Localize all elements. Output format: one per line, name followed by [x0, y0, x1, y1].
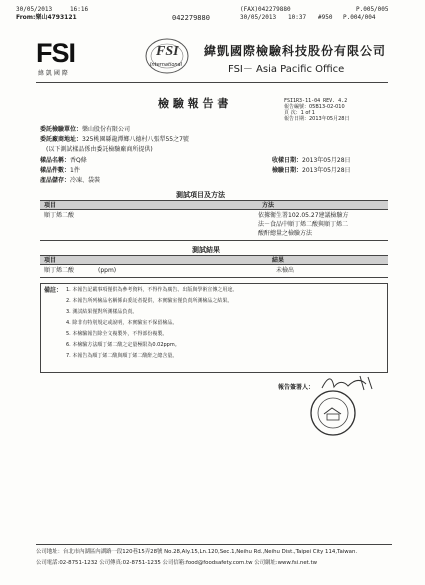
seal-subtitle: International [150, 62, 182, 68]
fax-left-date: 30/05/2013 [16, 6, 53, 13]
methods-col-item: 項目 [44, 202, 57, 209]
results-header-rule [40, 264, 388, 265]
fax-job-number: #950 [318, 14, 333, 21]
fax-page-of: P.004/004 [343, 14, 376, 21]
methods-row-method-1: 依據衛生署102.05.27建議檢驗方 [258, 212, 349, 219]
results-header-band [40, 256, 388, 264]
sample-note: (以下測試樣品係由委託檢驗廠商所提供) [46, 146, 153, 153]
received-date-label: 收樣日期： [272, 157, 303, 164]
methods-bottom-rule [40, 240, 388, 241]
notes-list [66, 287, 237, 364]
sample-qty-value: 1件 [70, 167, 80, 174]
client-value: 樂山股份有限公司 [82, 126, 131, 133]
letterhead-divider [36, 82, 388, 83]
client-label: 委託檢驗單位： [40, 126, 83, 133]
address-label: 委託廠商地址： [40, 136, 83, 143]
note-item: 1. 本報告記載事項僅供為參考資料，不得作為廣告、出版與學術宣傳之用途。 [66, 287, 238, 293]
stamp-graphic [308, 388, 358, 438]
sample-name-row [40, 157, 87, 164]
fax-right-time: 10:37 [288, 14, 307, 21]
methods-row-item: 順丁烯二酸 [44, 212, 75, 219]
results-section-title: 測試結果 [192, 246, 220, 254]
fax-center-code: 042279880 [172, 14, 210, 22]
storage-label: 產品儲存： [40, 177, 71, 184]
footer-rule [36, 544, 392, 545]
methods-header-rule [40, 209, 388, 210]
fsi-logo [36, 38, 78, 78]
methods-row-method-3: 酸酐總量之檢驗方法 [258, 230, 313, 237]
results-row-item: 順丁烯二酸 [44, 267, 75, 274]
seal-text: FSI [156, 44, 179, 59]
footer-address: 公司地址：台北市內湖區內湖路一段120巷15弄28號 No.28,Aly.15,Ln.120,Sec.1,Neihu Rd.,Neihu Dist.,Taipei City 114,Taiwan. [36, 549, 358, 555]
storage-row [40, 177, 100, 184]
received-date-value: 2013年05月28日 [302, 157, 351, 164]
test-date-row [272, 167, 351, 174]
report-number: 報告編號：05B13-02-010 [284, 104, 345, 110]
address-row [40, 136, 189, 143]
client-row [40, 126, 130, 133]
signature-label: 報告簽署人： [278, 384, 315, 391]
results-row-result: 未檢出 [276, 267, 295, 274]
sample-name-label: 樣品名稱： [40, 157, 71, 164]
results-col-result: 結果 [272, 257, 285, 264]
fax-from-line: From:樂山4793121 [16, 14, 77, 21]
results-row-unit: (ppm) [98, 267, 117, 274]
fax-number: (FAX)042279880 [240, 6, 291, 13]
sample-name-value: 香Q條 [70, 157, 87, 164]
results-bottom-rule [40, 277, 388, 278]
received-date-row [272, 157, 351, 164]
fax-right-date: 30/05/2013 [240, 14, 277, 21]
methods-row-method-2: 法－食品中順丁烯二酸與順丁烯二 [258, 221, 349, 228]
company-name-en: FSI－ Asia Pacific Office [228, 64, 345, 75]
storage-value: 冷凍、袋裝 [70, 177, 101, 184]
methods-section-title: 測試項目及方法 [176, 191, 225, 199]
fsi-international-seal [144, 36, 190, 76]
fax-left-time: 16:16 [70, 6, 89, 13]
official-stamp [308, 388, 358, 438]
methods-col-method: 方法 [262, 202, 275, 209]
report-date: 報告日期：2013年05月28日 [284, 116, 350, 122]
sample-qty-row [40, 167, 80, 174]
note-item: 2. 本報告所列檢品名稱係由委託者提供，本實驗室僅負責所測檢品之結果。 [66, 298, 233, 304]
results-col-item: 項目 [44, 257, 57, 264]
form-code: FSI1R3-11-04 REV. 4.2 [284, 98, 348, 104]
note-item: 4. 除非有特別規定或說明，本實驗室不保留檢品。 [66, 320, 178, 326]
test-date-value: 2013年05月28日 [302, 167, 351, 174]
company-name-zh: 緯凱國際檢驗科技股份有限公司 [204, 44, 387, 58]
fsi-logo-subtitle: 緯 凱 國 際 [38, 70, 68, 77]
note-item: 5. 本檢驗報告除全文複製外，不得部份複製。 [66, 331, 168, 337]
test-date-label: 檢驗日期： [272, 167, 303, 174]
fax-page-total: P.005/005 [356, 6, 389, 13]
note-item: 3. 測試結果僅對所測樣品負責。 [66, 309, 138, 315]
methods-header-band [40, 201, 388, 209]
note-item: 6. 本檢驗方法順丁烯二酸之定量極限為0.02ppm。 [66, 342, 180, 348]
notes-label: 備註： [44, 287, 63, 294]
report-title: 檢 驗 報 告 書 [158, 97, 229, 110]
page-count: 頁 次：1 of 1 [284, 110, 315, 116]
note-item: 7. 本報告為順丁烯二酸與順丁烯二酸酐之總含量。 [66, 353, 178, 359]
fsi-logo-text: FSI [36, 38, 76, 68]
report-meta [284, 98, 349, 122]
footer-contact: 公司電話:02-8751-1232 公司傳真:02-8751-1235 公司信箱:food@foodsafety.com.tw 公司網址:www.fsi.net.tw [36, 560, 318, 566]
address-value: 325桃園縣龍潭鄉八德村八張犁55之7號 [82, 136, 189, 143]
sample-qty-label: 樣品件數： [40, 167, 71, 174]
